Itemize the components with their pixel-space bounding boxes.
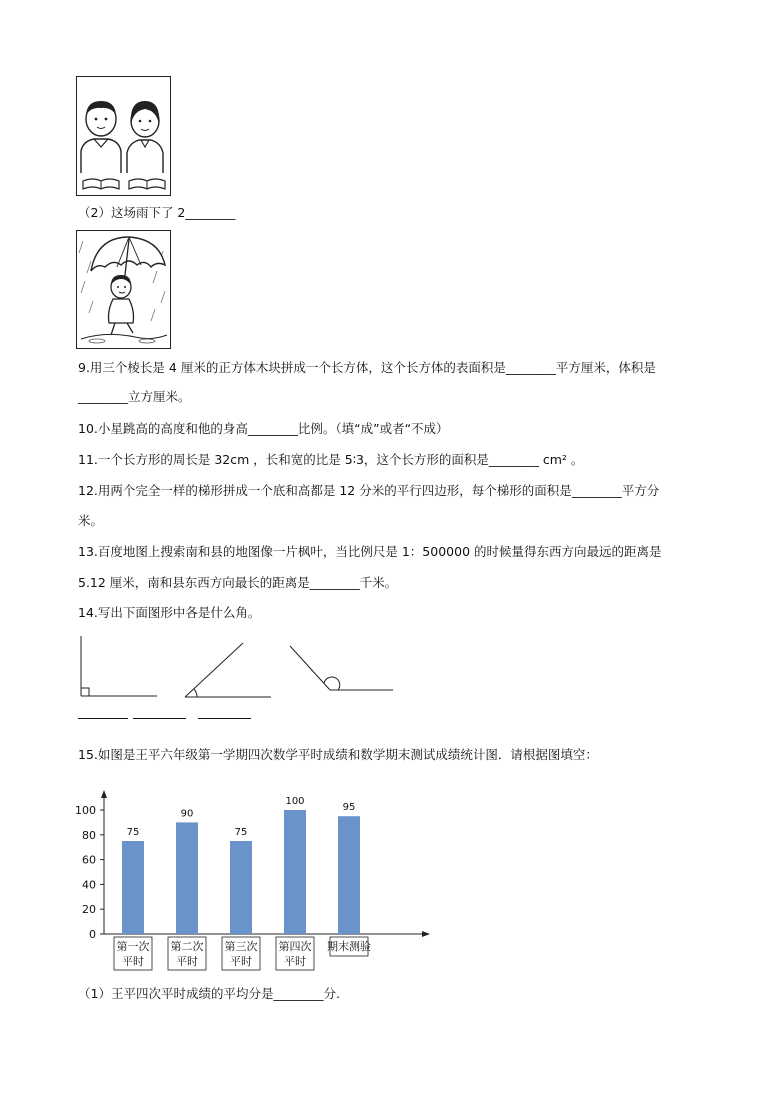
category-label: 平时 [230, 955, 252, 968]
score-bar-chart [75, 780, 438, 980]
question-13-line-1: 13.百度地图上搜索南和县的地图像一片枫叶，当比例尺是 1：500000 的时候量得东西方向最远的距离是 [78, 544, 662, 559]
question-12-line-2: 米。 [78, 513, 104, 528]
bar-value-label: 75 [126, 827, 140, 838]
children-reading-icon [77, 77, 170, 195]
category-label: 平时 [122, 955, 144, 968]
category-label: 第二次 [170, 940, 204, 953]
bar [230, 841, 252, 934]
question-9-line-1: 9.用三个棱长是 4 厘米的正方体木块拼成一个长方体，这个长方体的表面积是________平方厘米，体积是 [78, 360, 656, 375]
y-tick-label: 60 [82, 853, 96, 867]
bar [176, 822, 198, 934]
bar [122, 841, 144, 934]
reading-children-picture [76, 76, 171, 196]
question-8-part-2: （2）这场雨下了 2________ [78, 205, 236, 220]
acute-angle-icon [185, 643, 271, 697]
bar-value-label: 90 [180, 808, 194, 820]
bar [338, 816, 360, 934]
rain-umbrella-picture [76, 230, 171, 349]
right-angle-icon [81, 636, 157, 696]
question-15-part-1: （1）王平四次平时成绩的平均分是________分. [78, 986, 340, 1001]
angles-figure [70, 630, 410, 710]
y-axis-arrow [101, 790, 107, 798]
y-tick-label: 40 [82, 878, 96, 892]
category-label: 平时 [284, 955, 306, 968]
y-tick-label: 80 [82, 828, 96, 842]
question-9-line-2: ________立方厘米。 [78, 389, 191, 404]
answer-blank-1[interactable] [78, 718, 128, 719]
answer-blank-2[interactable] [133, 718, 186, 719]
bar [284, 810, 306, 934]
question-14: 14.写出下面图形中各是什么角。 [78, 605, 261, 620]
category-label: 第三次 [224, 940, 258, 953]
bar-value-label: 100 [285, 796, 305, 807]
y-tick-label: 0 [89, 928, 96, 941]
y-tick-label: 100 [75, 804, 96, 817]
category-label: 第四次 [278, 940, 312, 953]
answer-blank-3[interactable] [198, 718, 251, 719]
question-13-line-2: 5.12 厘米，南和县东西方向最长的距离是________千米。 [78, 575, 398, 590]
question-12-line-1: 12.用两个完全一样的梯形拼成一个底和高都是 12 分米的平行四边形，每个梯形的面积是________平方分 [78, 483, 660, 498]
question-11: 11.一个长方形的周长是 32cm ，长和宽的比是 5∶3，这个长方形的面积是________ cm² 。 [78, 452, 584, 467]
bar-value-label: 95 [342, 802, 356, 814]
category-label: 第一次 [116, 940, 150, 953]
category-label: 期末测验 [327, 940, 371, 953]
question-15: 15.如图是王平六年级第一学期四次数学平时成绩和数学期末测试成绩统计图．请根据图填空： [78, 747, 598, 762]
question-10: 10.小星跳高的高度和他的身高________比例。（填“成”或者“不成） [78, 421, 449, 436]
girl-umbrella-icon [77, 231, 170, 348]
x-axis-arrow [422, 931, 430, 937]
y-tick-label: 20 [82, 903, 96, 917]
obtuse-angle-icon [290, 646, 393, 690]
bar-value-label: 75 [234, 827, 248, 838]
category-label: 平时 [176, 955, 198, 968]
